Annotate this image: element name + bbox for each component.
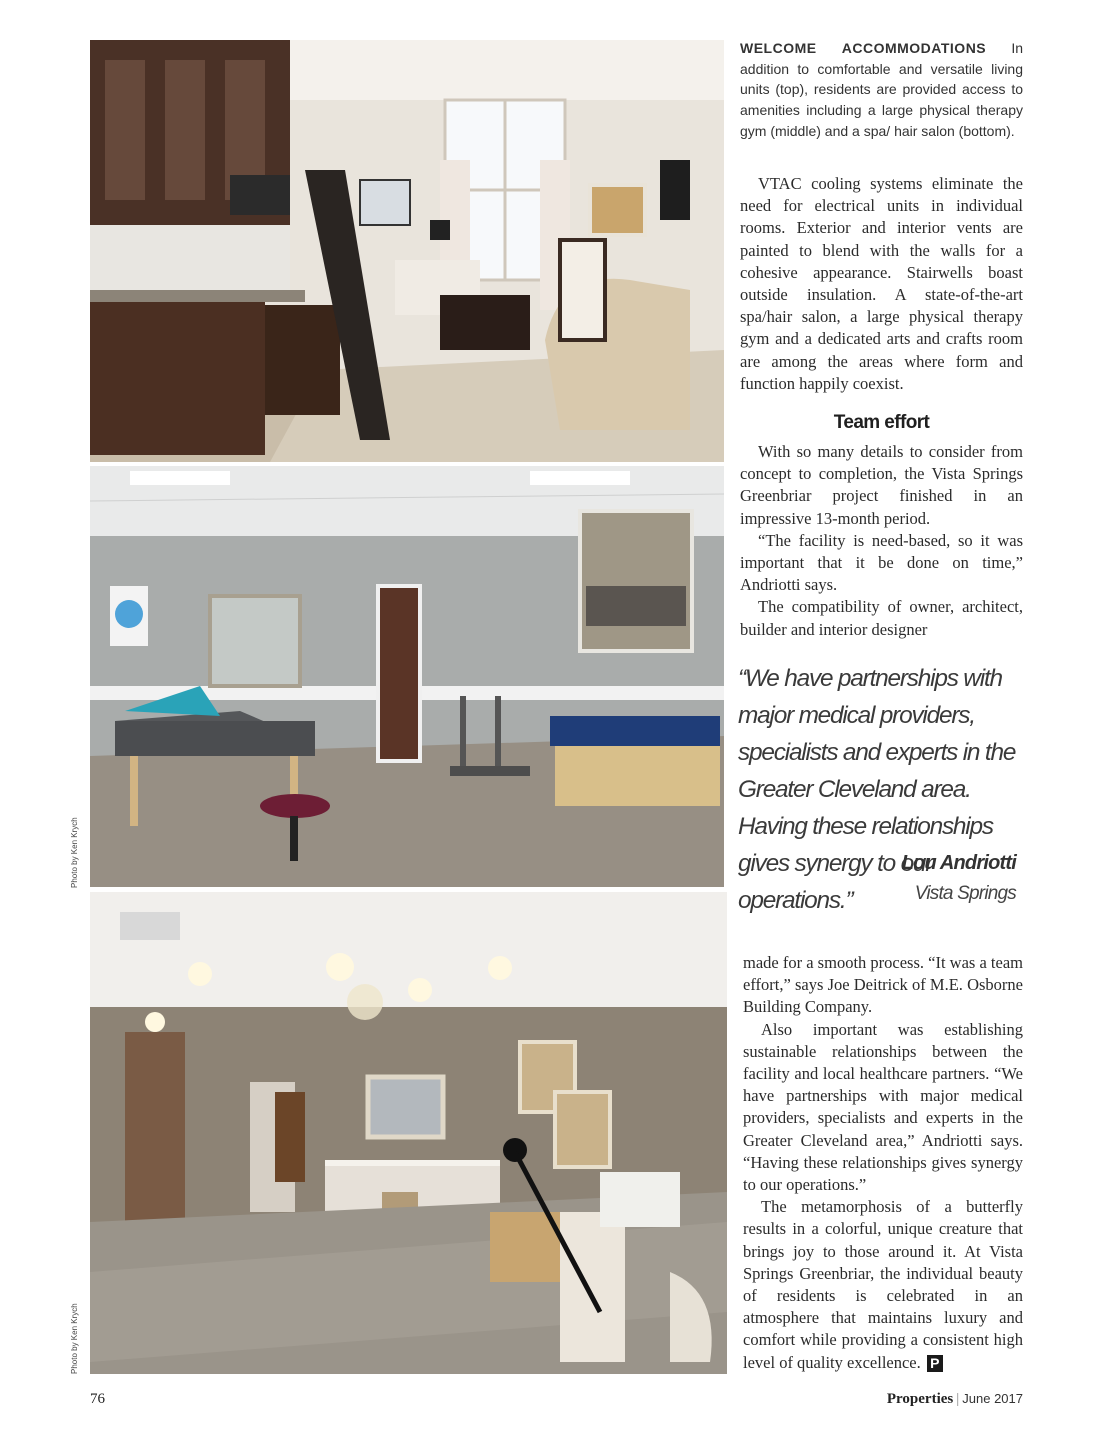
magazine-name: Properties: [886, 1391, 954, 1407]
paragraph: With so many details to consider from concept to completion, the Vista Springs Greenbriar project finished in an impressive 13-month period.: [740, 442, 1023, 528]
spa-salon-photo: [90, 892, 727, 1374]
magazine-folio: [887, 1391, 1023, 1408]
paragraph: made for a smooth process. “It was a team effort,” says Joe Deitrick of M.E. Osborne Building Company.: [743, 953, 1023, 1017]
caption-text: In addition to comfortable and versatile living units (top), residents are provided access to amenities including a large physical therapy gym (middle) and a spa/ hair salon (bottom).: [740, 40, 1024, 139]
issue-date: June 2017: [962, 1391, 1023, 1406]
caption-lead: WELCOME ACCOMMODATIONS: [740, 40, 987, 56]
paragraph: [743, 1196, 1023, 1374]
article-body-bottom: [743, 952, 1023, 1374]
quote-attribution-name: Lou Andriotti: [901, 852, 1016, 874]
end-mark-icon: P: [927, 1355, 943, 1372]
paragraph: The compatibility of owner, architect, builder and interior designer: [740, 597, 1023, 639]
living-unit-photo: [90, 40, 724, 462]
paragraph: Also important was establishing sustainable relationships between the facility and local healthcare partners. “We have partnerships with major medical providers, specialists and experts in the Greater Cleveland area,” Andriotti says. “Having these relationships gives synergy to our operations.”: [743, 1019, 1023, 1195]
pull-quote: “We have partnerships with major medical providers, specialists and experts in the Greater Cleveland area. Having these relationships gives synergy to our operations.”: [738, 665, 1016, 914]
folio-separator: |: [956, 1391, 960, 1407]
page-number: 76: [90, 1391, 105, 1407]
paragraph-text: The metamorphosis of a butterfly results in a colorful, unique creature that brings joy to those around it. At Vista Springs Greenbriar, the individual beauty of residents is celebrated in an atmosphere that maintains luxury and comfort while providing a consistent high level of quality excellence.: [743, 1197, 1023, 1372]
therapy-gym-photo: [90, 466, 724, 887]
article-body-top: [740, 173, 1023, 395]
article-body-middle: [740, 441, 1023, 641]
quote-attribution-org: Vista Springs: [914, 883, 1016, 904]
subheading: Team effort: [833, 412, 930, 433]
paragraph: VTAC cooling systems eliminate the need for electrical units in individual rooms. Exterior and interior vents are painted to blend with the walls for a cohesive appearance. Stairwells boast outside insulation. A state-of-the-art spa/hair salon, a large physical therapy gym and a dedicated arts and crafts room are among the areas where form and function happily coexist.: [740, 174, 1023, 393]
photo-caption: [740, 38, 1023, 142]
photo-credit: Photo by Ken Krych: [70, 817, 79, 888]
photo-credit: Photo by Ken Krych: [70, 1303, 79, 1374]
paragraph: “The facility is need-based, so it was important that it be done on time,” Andriotti says.: [740, 530, 1023, 595]
